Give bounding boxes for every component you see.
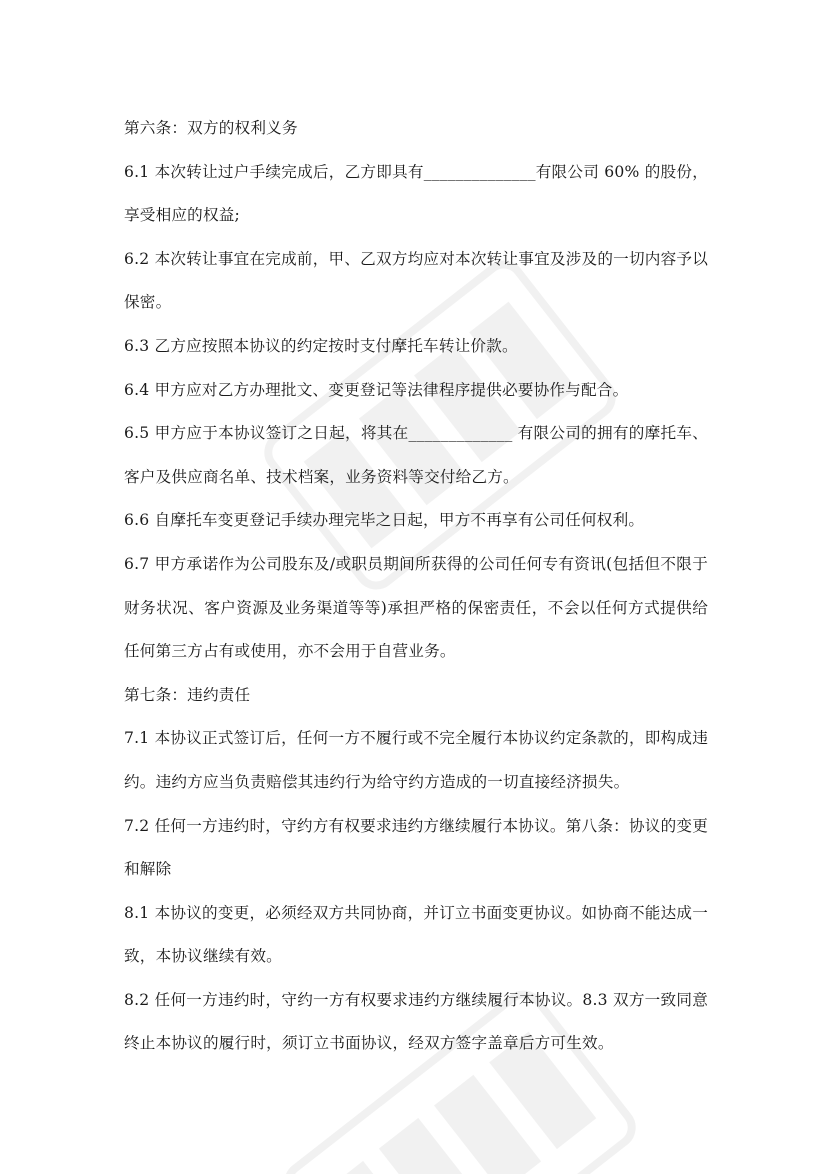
clause-8-2: 8.2 任何一方违约时，守约一方有权要求违约方继续履行本协议。8.3 双方一致同意终止本协议的履行时，须订立书面协议，经双方签字盖章后方可生效。 — [124, 990, 708, 1053]
clause-6-3: 6.3 乙方应按照本协议的约定按时支付摩托车转让价款。 — [124, 336, 518, 355]
section-heading-article-7: 第七条：违约责任 — [124, 685, 251, 704]
clause-7-1: 7.1 本协议正式签订后，任何一方不履行或不完全履行本协议约定条款的，即构成违约。违约方应当负责赔偿其违约行为给守约方造成的一切直接经济损失。 — [124, 729, 708, 791]
clause-6-2: 6.2 本次转让事宜在完成前，甲、乙双方均应对本次转让事宜及涉及的一切内容予以保密。 — [124, 249, 708, 312]
clause-6-4: 6.4 甲方应对乙方办理批文、变更登记等法律程序提供必要协作与配合。 — [124, 380, 629, 399]
clause-6-7: 6.7 甲方承诺作为公司股东及/或职员期间所获得的公司任何专有资讯(包括但不限于财务状况、客户资源及业务渠道等等)承担严格的保密责任，不会以任何方式提供给任何第三方占有或使用，亦不会用于自营业务。 — [124, 554, 708, 661]
clause-8-1: 8.1 本协议的变更，必须经双方共同协商，并订立书面变更协议。如协商不能达成一致，本协议继续有效。 — [124, 903, 708, 966]
section-heading-article-6: 第六条：双方的权利义务 — [124, 119, 298, 137]
document-body — [124, 107, 708, 1066]
clause-6-5: 6.5 甲方应于本协议签订之日起，将其在_____________ 有限公司的拥有的摩托车、客户及供应商名单、技术档案，业务资料等交付给乙方。 — [124, 424, 708, 486]
clause-7-2: 7.2 任何一方违约时，守约方有权要求违约方继续履行本协议。第八条：协议的变更和解除 — [124, 816, 708, 879]
clause-6-6: 6.6 自摩托车变更登记手续办理完毕之日起，甲方不再享有公司任何权利。 — [124, 511, 645, 530]
clause-6-1: 6.1 本次转让过户手续完成后，乙方即具有______________有限公司 60% 的股份，享受相应的权益; — [124, 162, 708, 225]
